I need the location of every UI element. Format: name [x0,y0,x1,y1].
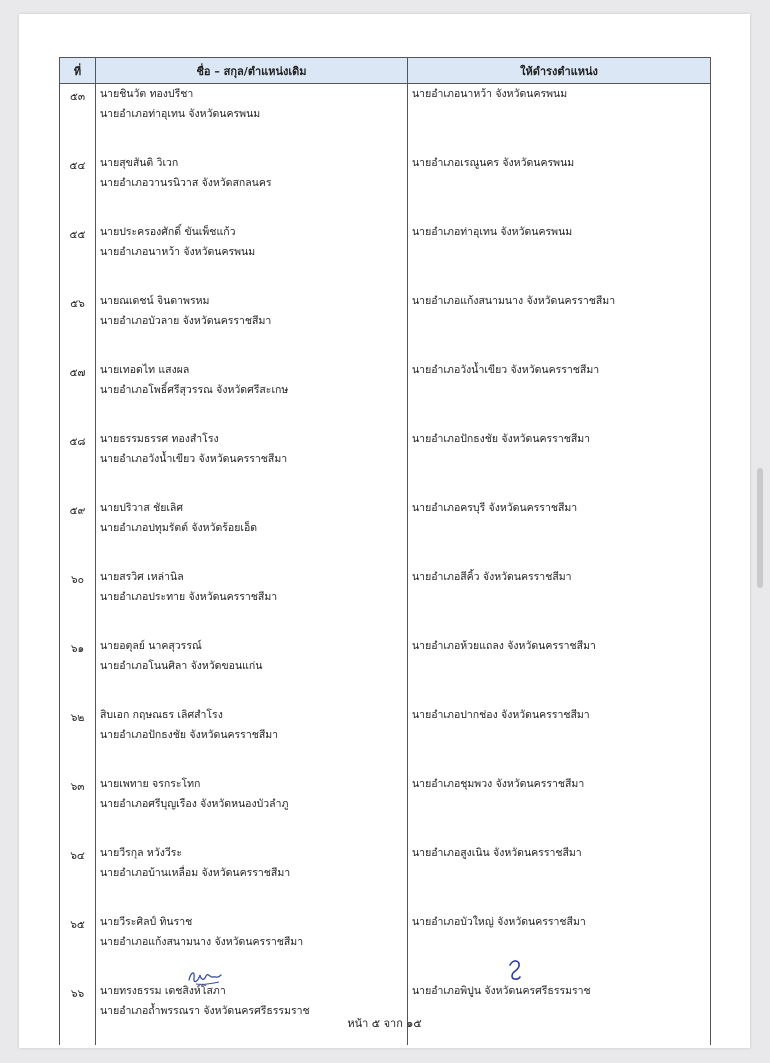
handwritten-initials-left [186,966,226,988]
old-position: นายอำเภอท่าอุเทน จังหวัดนครพนม [100,108,261,120]
name-old-position-cell [96,360,408,429]
person-name: นายวีรกุล หวังวีระ [100,847,183,859]
row-number: ๖๒ [60,705,96,774]
table-row [60,843,711,912]
row-number: ๕๗ [60,360,96,429]
name-old-position-cell [96,705,408,774]
table-row [60,498,711,567]
row-number: ๖๓ [60,774,96,843]
new-position-cell [408,981,711,1045]
name-old-position-cell [96,498,408,567]
new-position-cell [408,222,711,291]
row-number: ๖๕ [60,912,96,981]
person-name: นายสุขสันติ วิเวก [100,157,179,169]
new-position: นายอำเภอเรณูนคร จังหวัดนครพนม [412,157,575,169]
person-name: นายณเดชน์ จินดาพรหม [100,295,210,307]
table-row [60,153,711,222]
new-position-cell [408,84,711,154]
new-position: นายอำเภอพิปูน จังหวัดนครศรีธรรมราช [412,985,591,997]
new-position: นายอำเภอสูงเนิน จังหวัดนครราชสีมา [412,847,582,859]
table-row [60,705,711,774]
new-position: นายอำเภอชุมพวง จังหวัดนครราชสีมา [412,778,585,790]
name-old-position-cell [96,636,408,705]
person-name: สิบเอก กฤษณธร เลิศสำโรง [100,709,223,721]
new-position: นายอำเภอท่าอุเทน จังหวัดนครพนม [412,226,573,238]
row-number: ๕๖ [60,291,96,360]
old-position: นายอำเภอโพธิ์ศรีสุวรรณ จังหวัดศรีสะเกษ [100,384,289,396]
new-position: นายอำเภอปักธงชัย จังหวัดนครราชสีมา [412,433,591,445]
person-name: นายธรรมธรรศ ทองสำโรง [100,433,219,445]
name-old-position-cell [96,291,408,360]
new-position-cell [408,912,711,981]
handwritten-initials-right [504,957,526,983]
name-old-position-cell [96,153,408,222]
row-number: ๕๔ [60,153,96,222]
person-name: นายชินวัต ทองปรีชา [100,88,194,100]
row-number: ๖๑ [60,636,96,705]
table-row [60,912,711,981]
table-row [60,981,711,1045]
old-position: นายอำเภอวังน้ำเขียว จังหวัดนครราชสีมา [100,453,288,465]
new-position: นายอำเภอแก้งสนามนาง จังหวัดนครราชสีมา [412,295,616,307]
table-row [60,360,711,429]
old-position: นายอำเภอนาหว้า จังหวัดนครพนม [100,246,256,258]
table-row [60,636,711,705]
old-position: นายอำเภอปักธงชัย จังหวัดนครราชสีมา [100,729,279,741]
old-position: นายอำเภอบัวลาย จังหวัดนครราชสีมา [100,315,272,327]
new-position: นายอำเภอนาหว้า จังหวัดนครพนม [412,88,568,100]
table-row [60,774,711,843]
person-name: นายอตุลย์ นาคสุวรรณ์ [100,640,202,652]
row-number: ๖๐ [60,567,96,636]
name-old-position-cell [96,84,408,154]
person-name: นายวีระศิลป์ ทินราช [100,916,193,928]
table-row [60,429,711,498]
old-position: นายอำเภอศรีบุญเรือง จังหวัดหนองบัวลำภู [100,798,289,810]
new-position: นายอำเภอปากช่อง จังหวัดนครราชสีมา [412,709,590,721]
new-position-cell [408,153,711,222]
person-name: นายประครองศักดิ์ ขันเพ็ชแก้ว [100,226,236,238]
old-position: นายอำเภอถ้ำพรรณรา จังหวัดนครศรีธรรมราช [100,1005,310,1017]
page-number: หน้า ๕ จาก ๑๕ [347,1017,422,1030]
new-position: นายอำเภอสีคิ้ว จังหวัดนครราชสีมา [412,571,572,583]
new-position-cell [408,774,711,843]
table-row [60,84,711,154]
row-number: ๕๕ [60,222,96,291]
new-position: นายอำเภอบัวใหญ่ จังหวัดนครราชสีมา [412,916,586,928]
new-position: นายอำเภอห้วยแถลง จังหวัดนครราชสีมา [412,640,596,652]
old-position: นายอำเภอวานรนิวาส จังหวัดสกลนคร [100,177,272,189]
new-position-cell [408,705,711,774]
table-row [60,567,711,636]
person-name: นายสรวิศ เหล่านิล [100,571,184,583]
row-number: ๕๘ [60,429,96,498]
header-name-old-position: ชื่อ – สกุล/ตำแหน่งเดิม [96,58,408,84]
scrollbar[interactable] [757,468,763,588]
table-body [60,84,711,1046]
new-position: นายอำเภอครบุรี จังหวัดนครราชสีมา [412,502,578,514]
name-old-position-cell [96,774,408,843]
name-old-position-cell [96,567,408,636]
old-position: นายอำเภอโนนศิลา จังหวัดขอนแก่น [100,660,263,672]
new-position-cell [408,291,711,360]
old-position: นายอำเภอแก้งสนามนาง จังหวัดนครราชสีมา [100,936,304,948]
table-row [60,291,711,360]
row-number: ๖๖ [60,981,96,1045]
old-position: นายอำเภอบ้านเหลื่อม จังหวัดนครราชสีมา [100,867,291,879]
new-position-cell [408,636,711,705]
new-position-cell [408,498,711,567]
name-old-position-cell [96,222,408,291]
table-row [60,222,711,291]
name-old-position-cell [96,912,408,981]
new-position-cell [408,360,711,429]
new-position: นายอำเภอวังน้ำเขียว จังหวัดนครราชสีมา [412,364,600,376]
old-position: นายอำเภอปทุมรัตต์ จังหวัดร้อยเอ็ด [100,522,258,534]
new-position-cell [408,567,711,636]
new-position-cell [408,843,711,912]
name-old-position-cell [96,429,408,498]
name-old-position-cell [96,843,408,912]
appointment-table [59,57,711,1045]
old-position: นายอำเภอประทาย จังหวัดนครราชสีมา [100,591,278,603]
new-position-cell [408,429,711,498]
header-new-position: ให้ดำรงตำแหน่ง [408,58,711,84]
person-name: นายปริวาส ชัยเลิศ [100,502,184,514]
name-old-position-cell [96,981,408,1045]
row-number: ๕๙ [60,498,96,567]
row-number: ๖๔ [60,843,96,912]
row-number: ๕๓ [60,84,96,154]
header-number: ที่ [60,58,96,84]
table-header-row [60,58,711,84]
person-name: นายทรงธรรม เดชสิงห์โสภา [100,985,226,997]
person-name: นายเทอดไท แสงผล [100,364,190,376]
document-page [19,14,750,1048]
person-name: นายเพทาย จรกระโทก [100,778,201,790]
